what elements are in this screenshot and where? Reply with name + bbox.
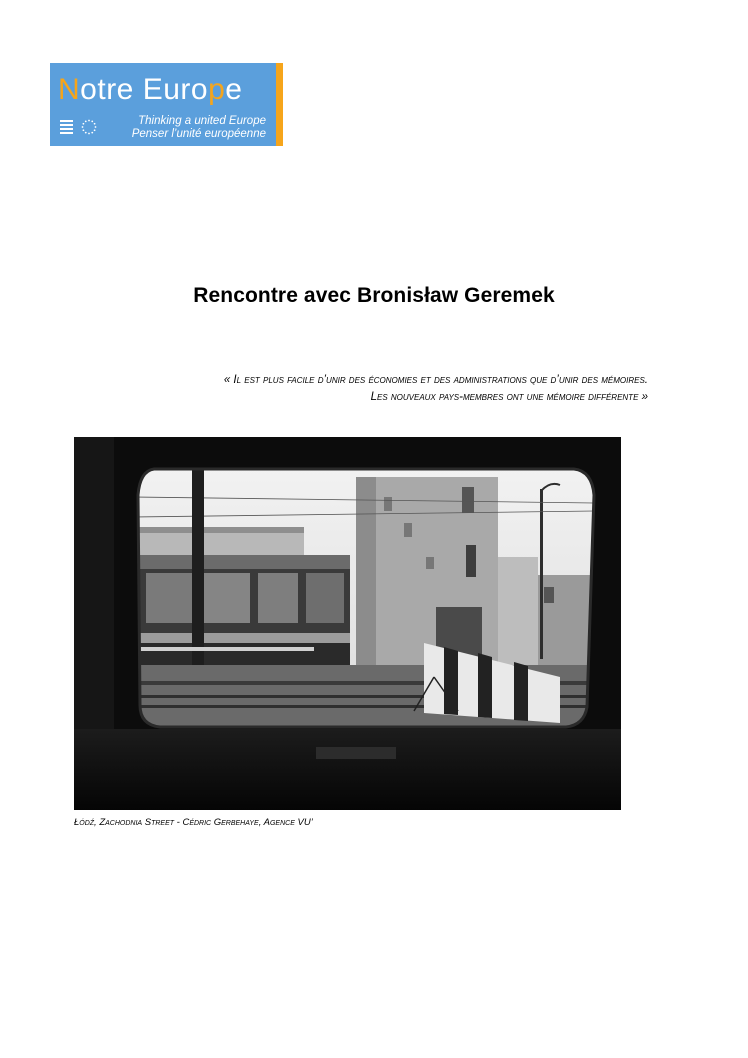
photo-illustration bbox=[74, 437, 621, 810]
eu-stars-icon bbox=[81, 119, 97, 135]
photo-train-window bbox=[74, 437, 621, 810]
lines-icon bbox=[60, 120, 73, 134]
notre-europe-logo bbox=[50, 63, 283, 146]
photo-caption: Łódź, Zachodnia Street - Cédric Gerbehaye, Agence VU’ bbox=[74, 817, 313, 828]
epigraph-quote bbox=[224, 372, 648, 406]
page-title: Rencontre avec Bronisław Geremek bbox=[193, 284, 555, 307]
quote-line-2: Les nouveaux pays-membres ont une mémoire différente » bbox=[370, 391, 648, 403]
logo-tagline-fr: Penser l’unité européenne bbox=[131, 128, 266, 140]
quote-line-1: « Il est plus facile d’unir des économies et des administrations que d’unir des mémoires. bbox=[223, 374, 648, 386]
logo-accent-bar bbox=[276, 63, 283, 146]
logo-tagline-en: Thinking a united Europe bbox=[138, 115, 266, 127]
logo-wordmark: Notre Europe bbox=[58, 73, 243, 106]
